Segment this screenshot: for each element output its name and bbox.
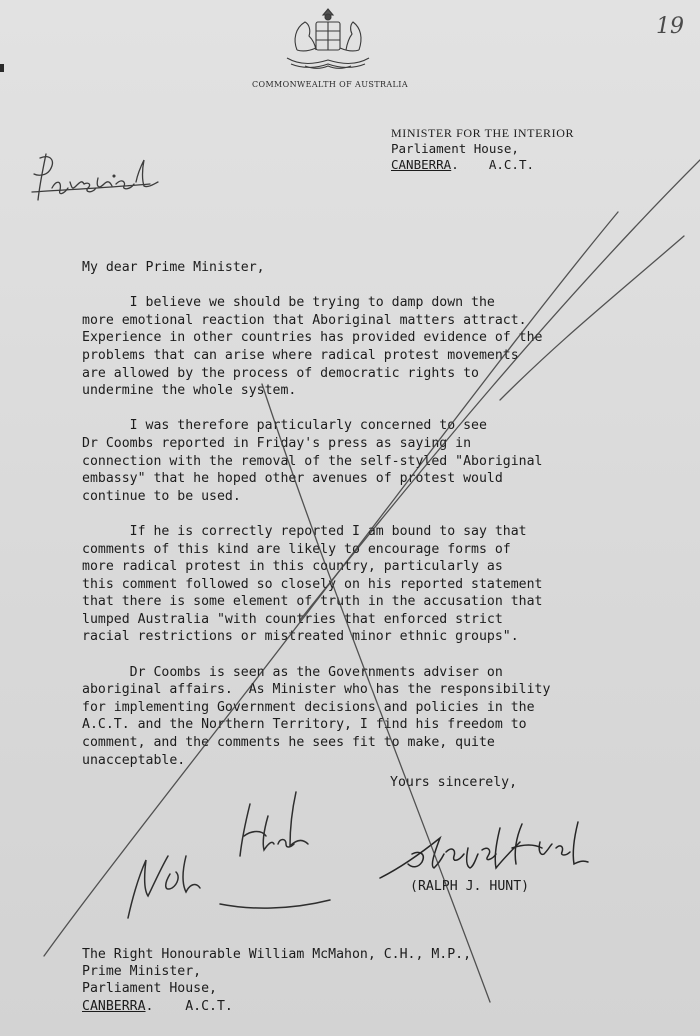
paragraph-line: racial restrictions or mistreated minor ethnic groups". xyxy=(82,629,519,645)
addressee-city-gap: . xyxy=(145,998,186,1014)
paragraph-line: embassy" that he hoped other avenues of protest would xyxy=(82,471,503,487)
letter-body xyxy=(82,259,682,769)
salutation: My dear Prime Minister, xyxy=(82,260,265,275)
paragraph-line: comment, and the comments he sees fit to make, quite xyxy=(82,735,495,751)
paragraph-line: I was therefore particularly concerned to see xyxy=(82,418,487,434)
paragraph-line: that there is some element of truth in the accusation that xyxy=(82,594,543,610)
sender-address xyxy=(391,125,574,173)
paragraph-4 xyxy=(82,664,682,770)
paragraph-2 xyxy=(82,417,682,505)
paragraph-line: A.C.T. and the Northern Territory, I find his freedom to xyxy=(82,717,527,733)
sender-territory: A.C.T. xyxy=(488,157,535,172)
paragraph-line: continue to be used. xyxy=(82,488,241,504)
sender-signature xyxy=(372,808,604,890)
paragraph-line: Experience in other countries has provided evidence of the xyxy=(82,330,543,346)
edge-mark xyxy=(0,64,4,72)
paragraph-line: this comment followed so closely on his reported statement xyxy=(82,576,543,592)
paragraph-line: comments of this kind are likely to encourage forms of xyxy=(82,541,511,557)
sender-city: CANBERRA xyxy=(391,157,452,172)
paragraph-line: Dr Coombs reported in Friday's press as saying in xyxy=(82,435,472,451)
paragraph-line: connection with the removal of the self-styled "Aboriginal xyxy=(82,453,543,469)
addressee-building: Parliament House, xyxy=(82,981,217,997)
folio-number: 19 xyxy=(656,14,684,39)
paragraph-line: If he is correctly reported I am bound to say that xyxy=(82,523,527,539)
addressee-territory: A.C.T. xyxy=(185,998,233,1014)
paragraph-line: for implementing Government decisions and policies in the xyxy=(82,699,535,715)
paragraph-line: aboriginal affairs. As Minister who has the responsibility xyxy=(82,682,551,698)
paragraph-line: Dr Coombs is seen as the Governments adviser on xyxy=(82,664,503,680)
paragraph-line: lumped Australia "with countries that enforced strict xyxy=(82,611,503,627)
addressee-title: Prime Minister, xyxy=(82,964,202,980)
paragraph-line: problems that can arise where radical protest movements xyxy=(82,347,519,363)
paragraph-line: undermine the whole system. xyxy=(82,383,297,399)
closing: Yours sincerely, xyxy=(390,775,518,790)
addressee-name: The Right Honourable William McMahon, C.H., M.P., xyxy=(82,947,472,962)
sender-title: MINISTER FOR THE INTERIOR xyxy=(391,126,575,140)
letterhead-organisation: COMMONWEALTH OF AUSTRALIA xyxy=(251,80,408,89)
addressee-block xyxy=(82,946,471,1015)
paragraph-line: I believe we should be trying to damp down the xyxy=(82,295,495,311)
paragraph-line: unacceptable. xyxy=(82,752,186,768)
paragraph-line: more emotional reaction that Aboriginal matters attract. xyxy=(82,312,527,328)
paragraph-line: are allowed by the process of democratic rights to xyxy=(82,365,479,381)
addressee-city: CANBERRA xyxy=(82,998,146,1014)
sender-city-gap: . xyxy=(451,157,489,172)
typed-name: (RALPH J. HUNT) xyxy=(410,879,530,894)
handwritten-personal-note xyxy=(26,148,176,208)
handwritten-initials xyxy=(100,786,340,922)
paragraph-3 xyxy=(82,523,682,646)
coat-of-arms-icon xyxy=(283,6,373,72)
paragraph-1 xyxy=(82,294,682,400)
sender-building: Parliament House, xyxy=(391,141,519,156)
paragraph-line: more radical protest in this country, particularly as xyxy=(82,559,503,575)
